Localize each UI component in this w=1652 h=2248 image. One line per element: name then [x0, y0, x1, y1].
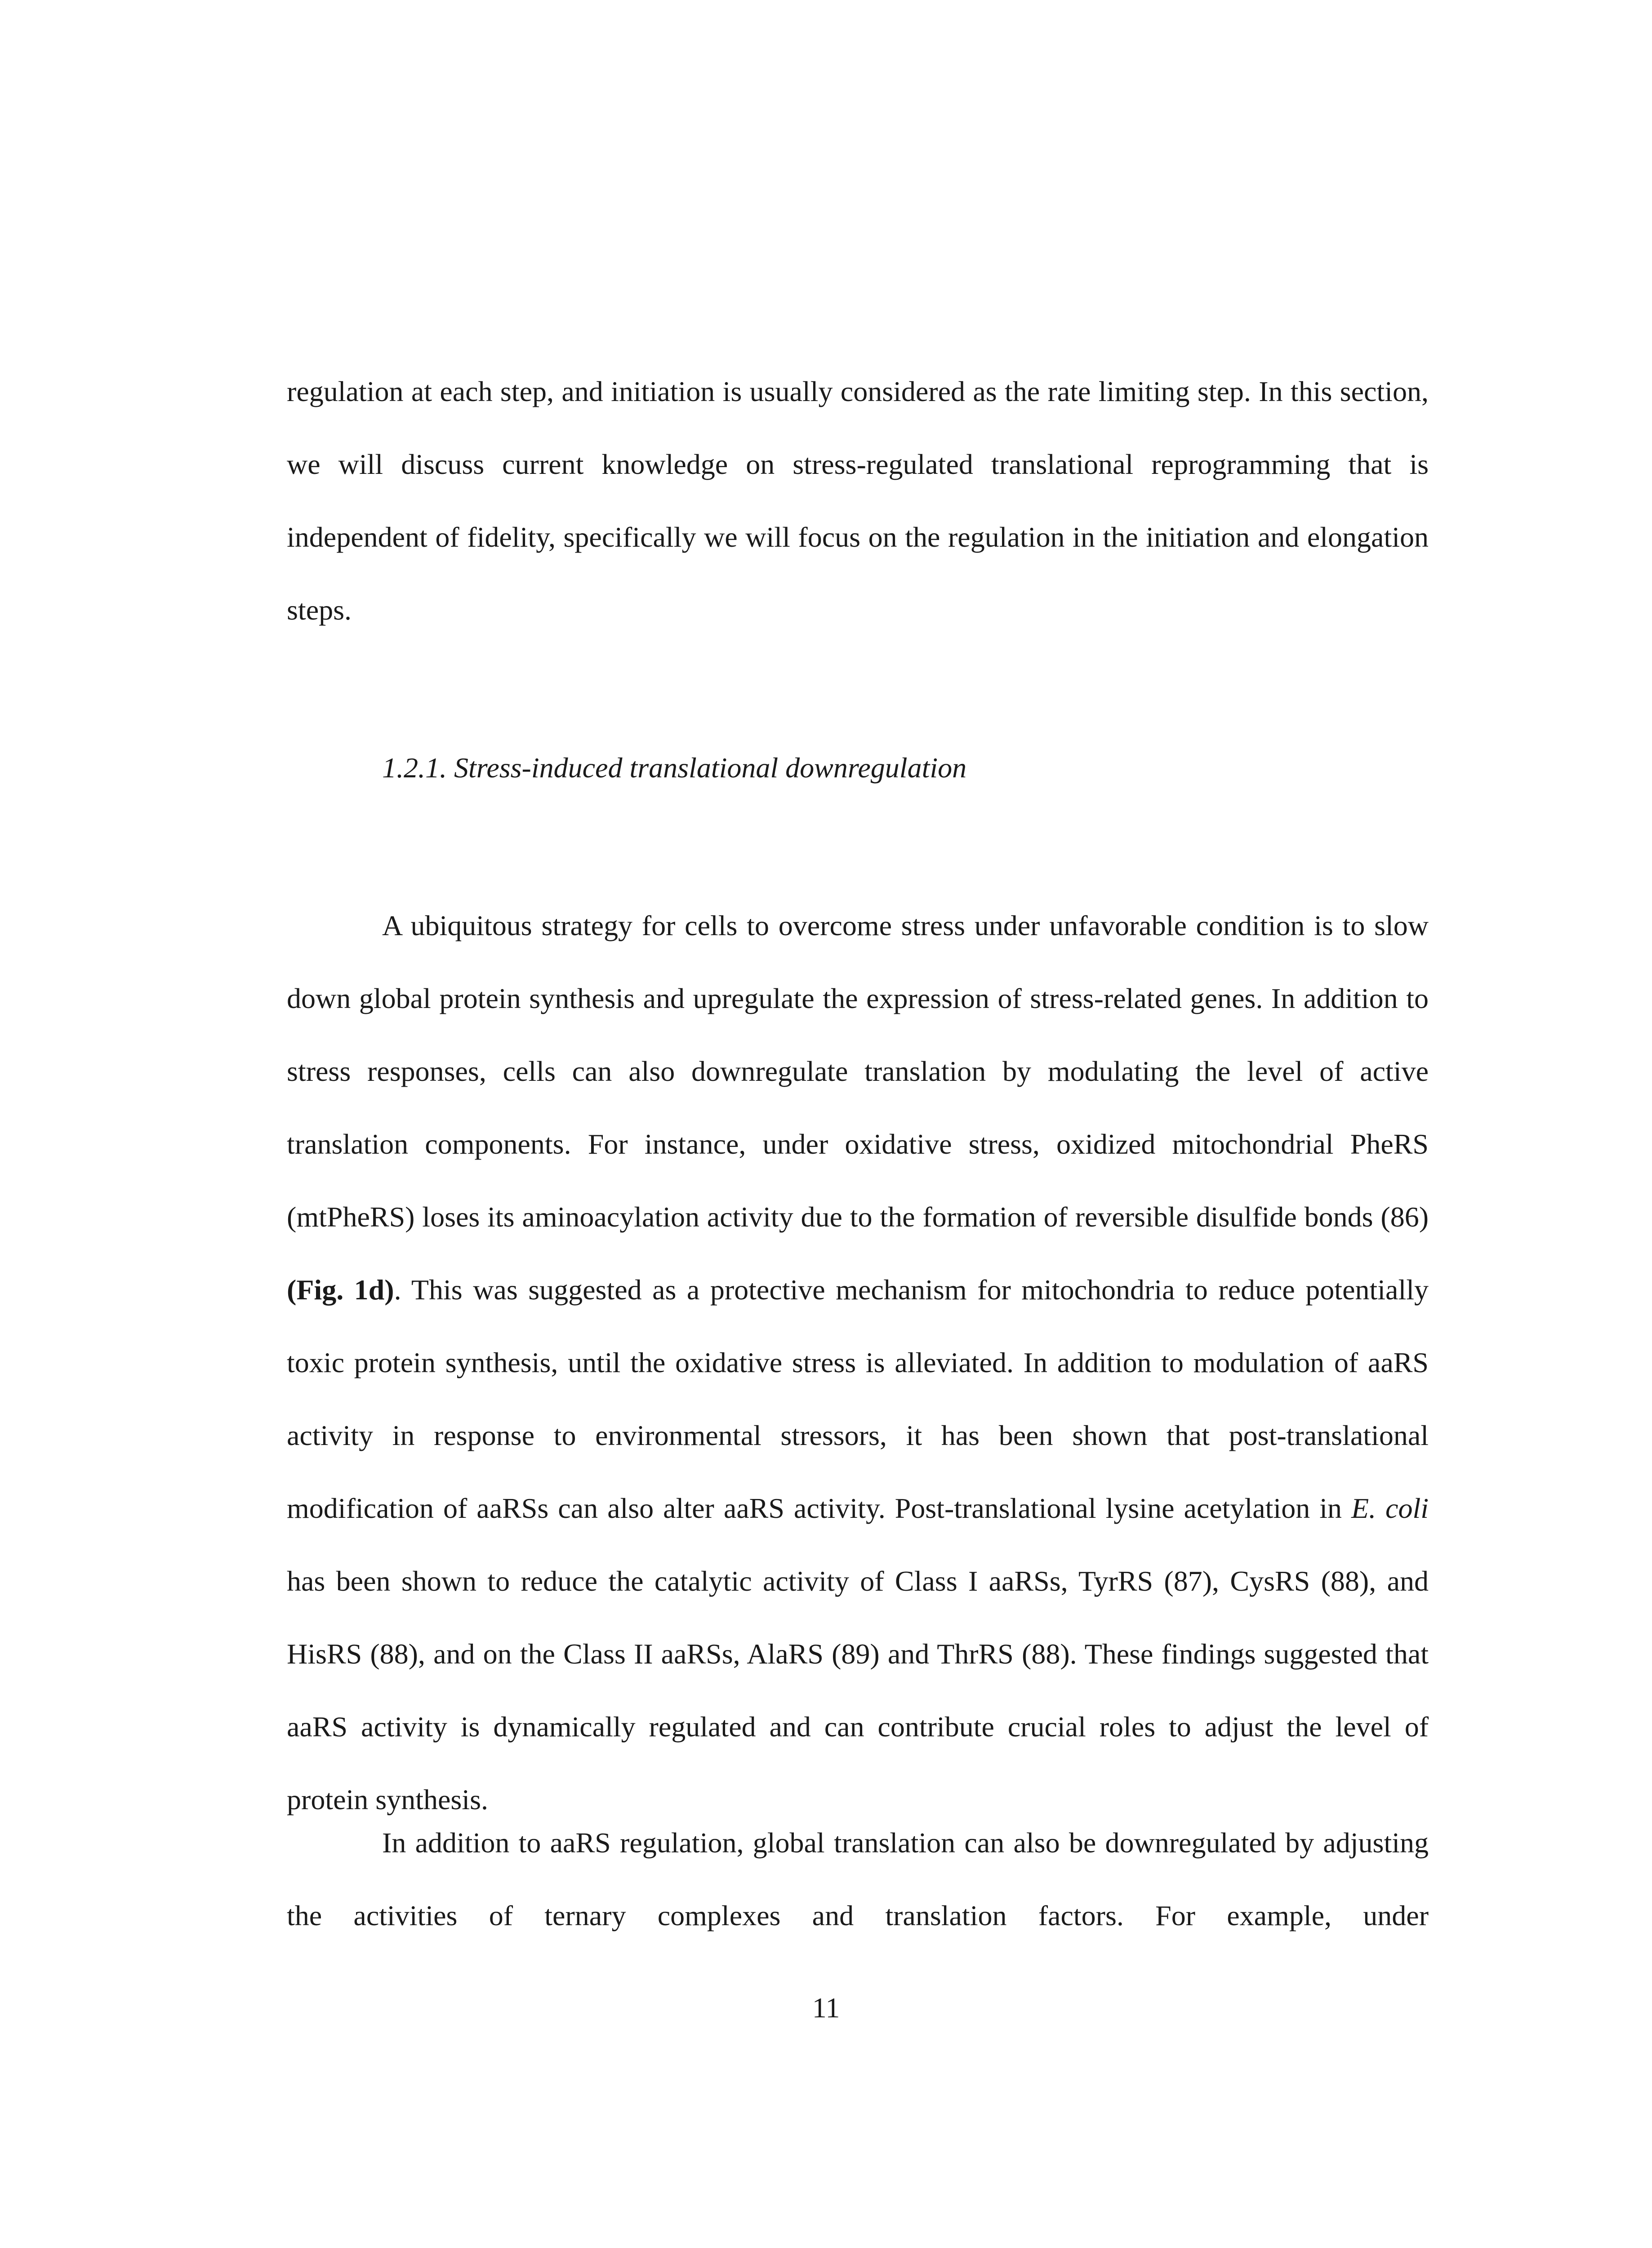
intro-text: regulation at each step, and initiation is usually considered as the rate limiting step. In this section, we will discuss current knowledge on stress-regulated translational reprogramming that is independent of fidelity, specifically we will focus on the regulation in the initiation and elongation steps. [287, 375, 1429, 626]
body-paragraph-1 [287, 889, 1429, 1836]
body-paragraph-2 [287, 1806, 1429, 1952]
body1-part-c: has been shown to reduce the catalytic activity of Class I aaRSs, TyrRS (87), CysRS (88), and HisRS (88), and on the Class II aaRSs, AlaRS (89) and ThrRS (88). These findings suggested that aaRS activity is dynamically regulated and can contribute crucial roles to adjust the level of protein synthesis. [287, 1565, 1429, 1815]
body-paragraph-1-text [287, 889, 1429, 1836]
page-number: 11 [812, 1992, 840, 2024]
intro-paragraph [287, 355, 1429, 647]
figure-reference: (Fig. 1d) [287, 1274, 394, 1306]
section-heading: 1.2.1. Stress-induced translational downregulation [382, 752, 967, 784]
body1-part-a: A ubiquitous strategy for cells to overcome stress under unfavorable condition is to slow down global protein synthesis and upregulate the expression of stress-related genes. In addition to stress responses, cells can also downregulate translation by modulating the level of active translation components. For instance, under oxidative stress, oxidized mitochondrial PheRS (mtPheRS) loses its aminoacylation activity due to the formation of reversible disulfide bonds (86) [287, 910, 1429, 1233]
body1-part-b: . This was suggested as a protective mechanism for mitochondria to reduce potentially toxic protein synthesis, until the oxidative stress is alleviated. In addition to modulation of aaRS activity in response to environmental stressors, it has been shown that post-translational modification of aaRSs can also alter aaRS activity. Post-translational lysine acetylation in [287, 1274, 1429, 1524]
species-name: E. coli [1351, 1492, 1429, 1524]
body-paragraph-2-text: In addition to aaRS regulation, global translation can also be downregulated by adjusting the activities of ternary complexes and translation factors. For example, under [287, 1827, 1429, 1931]
